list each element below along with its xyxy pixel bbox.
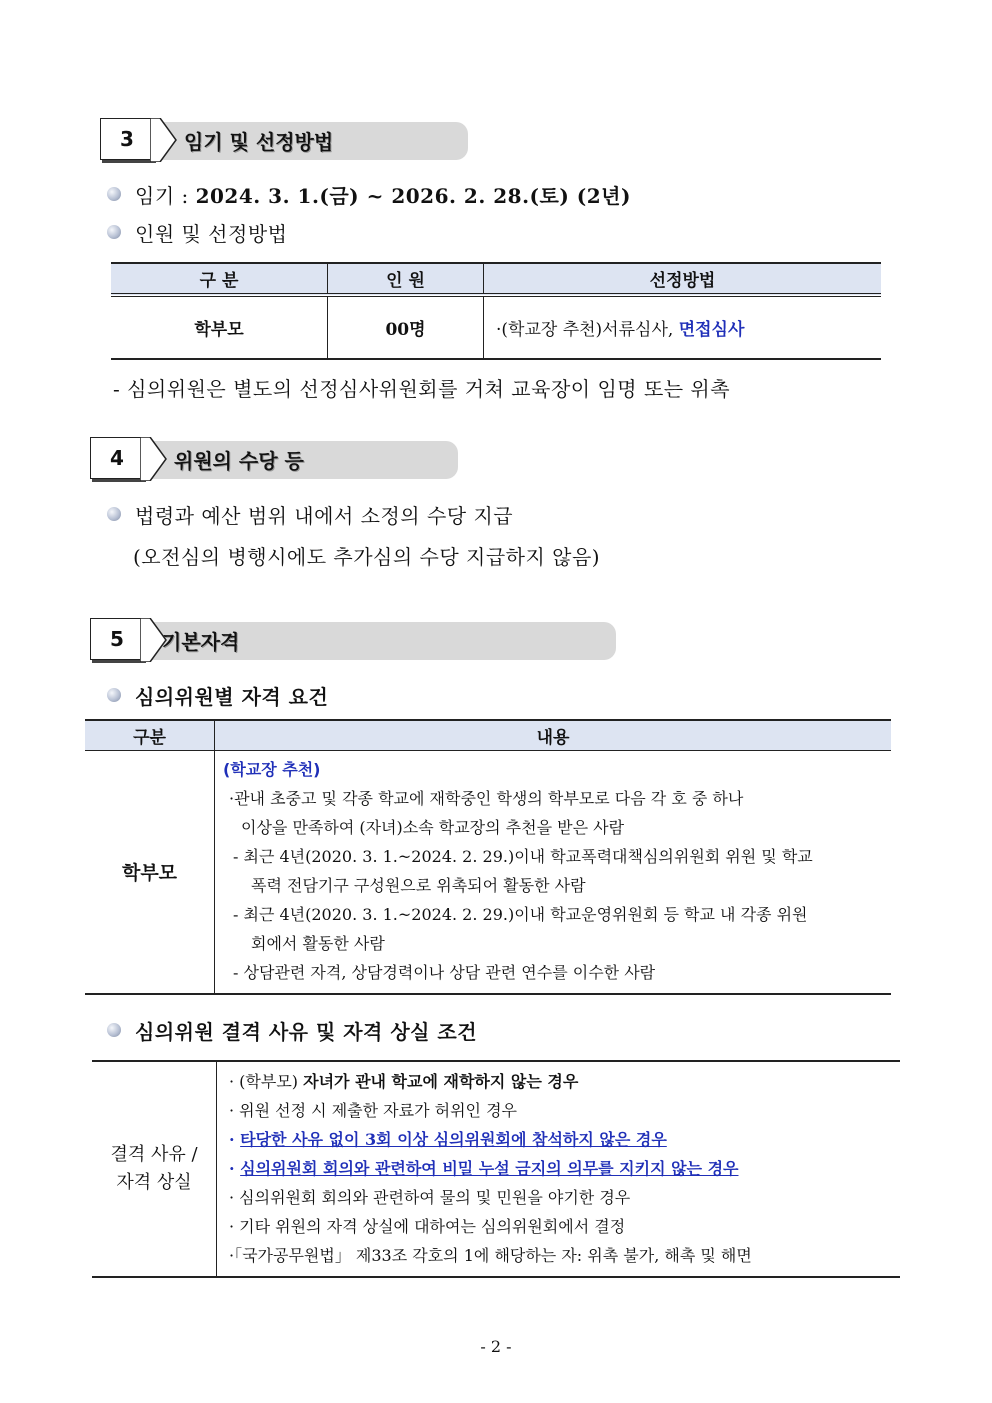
term-label: 임기 : xyxy=(135,184,196,208)
disq-category-line1: 결격 사유 / xyxy=(110,1144,198,1165)
qual-line: - 최근 4년(2020. 3. 1.~2024. 2. 29.)이내 학교폭력대책심의위원회 위원 및 학교 xyxy=(233,846,813,866)
section-5-title: 기본자격 xyxy=(162,630,240,654)
disq-content xyxy=(217,1061,901,1277)
page-number: - 2 - xyxy=(480,1337,512,1356)
row-method xyxy=(484,295,882,359)
disq-item: · 심의위원회 회의와 관련하여 물의 및 민원을 야기한 경우 xyxy=(229,1188,631,1207)
term-line xyxy=(135,180,631,209)
bullet-icon xyxy=(107,1023,121,1037)
qual-category: 학부모 xyxy=(85,750,215,994)
method-prefix: ·(학교장 추천)서류심사, xyxy=(496,320,679,340)
section-4-title: 위원의 수당 등 xyxy=(174,449,304,473)
col-category: 구 분 xyxy=(111,263,328,295)
qual-line: 폭력 전담기구 구성원으로 위촉되어 활동한 사람 xyxy=(251,875,586,895)
bullet-icon xyxy=(107,225,121,239)
col-count: 인 원 xyxy=(328,263,484,295)
qual-col-category: 구분 xyxy=(85,720,215,750)
disq-item-bold: 자녀가 관내 학교에 재학하지 않는 경우 xyxy=(303,1072,579,1091)
qualification-table xyxy=(85,719,891,995)
disq-item-highlight: 심의위원회 회의와 관련하여 비밀 누설 금지의 의무를 지키지 않는 경우 xyxy=(240,1159,739,1178)
disq-item: · 기타 위원의 자격 상실에 대하여는 심의위원회에서 결정 xyxy=(229,1217,626,1236)
section-3-arrow-icon xyxy=(150,118,180,162)
qual-recommend-label: (학교장 추천) xyxy=(223,759,321,779)
disq-item: ·「국가공무원법」 제33조 각호의 1에 해당하는 자: 위촉 불가, 해촉 및 해면 xyxy=(229,1246,752,1265)
qual-line: - 상담관련 자격, 상담경력이나 상담 관련 연수를 이수한 사람 xyxy=(233,962,656,982)
selection-note: - 심의위원은 별도의 선정심사위원회를 거쳐 교육장이 임명 또는 위촉 xyxy=(113,377,731,401)
disq-item: · 위원 선정 시 제출한 자료가 허위인 경우 xyxy=(229,1101,517,1120)
disq-item xyxy=(229,1154,896,1183)
section-4-arrow-icon xyxy=(140,437,170,481)
allowance-line-1: 법령과 예산 범위 내에서 소정의 수당 지급 xyxy=(135,504,514,528)
qual-col-content: 내용 xyxy=(215,720,892,750)
row-count: 00명 xyxy=(328,295,484,359)
disq-item xyxy=(229,1067,896,1096)
section-3-number: 3 xyxy=(100,118,154,160)
bullet-icon xyxy=(107,507,121,521)
qual-line: ·관내 초중고 및 각종 학교에 재학중인 학생의 학부모로 다음 각 호 중 하나 xyxy=(229,788,744,808)
term-value: 2024. 3. 1.(금) ~ 2026. 2. 28.(토) (2년) xyxy=(195,184,631,208)
section-3-title: 임기 및 선정방법 xyxy=(184,130,334,154)
bullet-icon xyxy=(107,187,121,201)
disq-item-prefix: · xyxy=(229,1130,241,1149)
disq-item-highlight: 타당한 사유 없이 3회 이상 심의위원회에 참석하지 않은 경우 xyxy=(240,1130,667,1149)
qual-line: - 최근 4년(2020. 3. 1.~2024. 2. 29.)이내 학교운영위원회 등 학교 내 각종 위원 xyxy=(233,904,808,924)
disq-item-prefix: · (학부모) xyxy=(229,1072,304,1091)
disqualification-heading: 심의위원 결격 사유 및 자격 상실 조건 xyxy=(135,1020,478,1044)
method-highlight: 면접심사 xyxy=(678,320,745,340)
disq-item xyxy=(229,1125,896,1154)
disqualification-table xyxy=(92,1060,900,1278)
section-4-number: 4 xyxy=(90,437,144,479)
disq-item-prefix: · xyxy=(229,1159,241,1178)
selection-table xyxy=(111,262,881,360)
qual-line: 이상을 만족하여 (자녀)소속 학교장의 추천을 받은 사람 xyxy=(241,817,625,837)
disq-category xyxy=(92,1061,217,1277)
qual-content xyxy=(215,750,892,994)
qual-line: 회에서 활동한 사람 xyxy=(251,933,385,953)
qualification-heading: 심의위원별 자격 요건 xyxy=(135,685,329,709)
members-label: 인원 및 선정방법 xyxy=(135,222,288,246)
col-method: 선정방법 xyxy=(484,263,882,295)
section-5-number: 5 xyxy=(90,618,144,660)
allowance-line-2: (오전심의 병행시에도 추가심의 수당 지급하지 않음) xyxy=(133,545,601,569)
disq-category-line2: 자격 상실 xyxy=(116,1172,192,1193)
bullet-icon xyxy=(107,688,121,702)
row-category: 학부모 xyxy=(111,295,328,359)
